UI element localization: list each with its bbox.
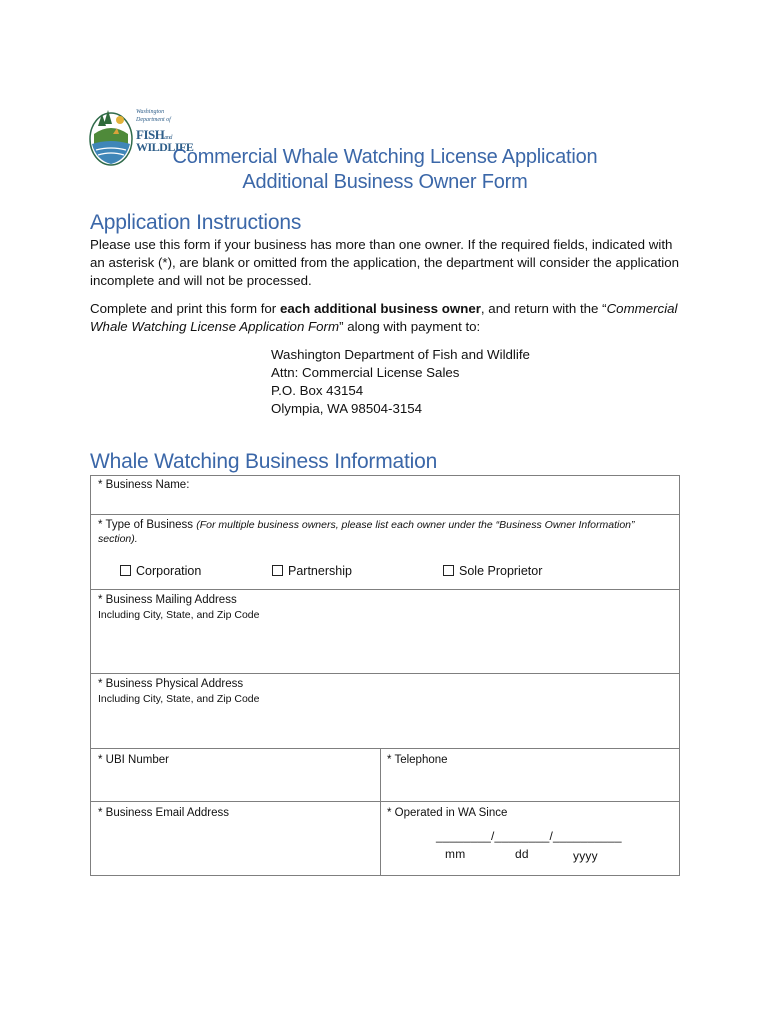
instructions-paragraph-2: Complete and print this form for each additional business owner, and return with the “Commercial Whale Watching License Application Form” along with payment to: xyxy=(90,301,678,334)
telephone-label: * Telephone xyxy=(387,754,448,766)
date-dd-label: dd xyxy=(515,847,529,861)
business-email-label: * Business Email Address xyxy=(98,807,230,819)
physical-address-label: * Business Physical Address xyxy=(98,678,244,690)
date-yyyy-label: yyyy xyxy=(573,849,598,863)
address-line: Washington Department of Fish and Wildlife xyxy=(271,347,530,362)
physical-address-row[interactable] xyxy=(91,673,679,749)
logo-line-4: WILDLIFE xyxy=(136,140,194,154)
instructions-paragraph-1: Please use this form if your business has more than one owner. If the required fields, indicated with an asterisk (*), are blank or omitted from the application, the department will consider the application incomplete and will not be processed. xyxy=(90,237,680,288)
checkbox-icon xyxy=(443,565,454,576)
business-name-label: * Business Name: xyxy=(98,479,190,491)
sole-proprietor-checkbox[interactable]: Sole Proprietor xyxy=(443,564,542,578)
business-email-field[interactable] xyxy=(91,801,380,875)
mailing-address-block xyxy=(271,346,530,418)
address-line: Attn: Commercial License Sales xyxy=(271,365,460,380)
logo-line-2: Department of xyxy=(136,117,171,123)
ubi-number-field[interactable] xyxy=(91,748,380,801)
checkbox-icon xyxy=(120,565,131,576)
instructions-heading: Application Instructions xyxy=(90,211,302,234)
operated-since-date-field[interactable]: ________/________/__________ xyxy=(436,829,622,843)
type-of-business-label: * Type of Business (For multiple business owners, please list each owner under the “Business Owner Information” section). xyxy=(98,519,635,545)
type-of-business-row xyxy=(91,514,679,595)
partnership-checkbox[interactable]: Partnership xyxy=(272,564,352,578)
mailing-address-label: * Business Mailing Address xyxy=(98,594,237,606)
address-line: P.O. Box 43154 xyxy=(271,383,364,398)
checkbox-icon xyxy=(272,565,283,576)
operated-since-label: * Operated in WA Since xyxy=(387,807,508,819)
telephone-field[interactable] xyxy=(381,748,679,801)
logo-line-3: FISHand xyxy=(136,127,172,142)
business-name-field[interactable] xyxy=(91,492,679,512)
mailing-address-row[interactable] xyxy=(91,589,679,674)
business-info-heading: Whale Watching Business Information xyxy=(90,450,438,473)
corporation-checkbox[interactable]: Corporation xyxy=(120,564,201,578)
page-title: Commercial Whale Watching License Application xyxy=(172,146,598,168)
date-mm-label: mm xyxy=(445,847,466,861)
physical-address-sub: Including City, State, and Zip Code xyxy=(98,693,260,705)
business-info-form xyxy=(90,475,680,876)
address-line: Olympia, WA 98504-3154 xyxy=(271,401,423,416)
page-subtitle: Additional Business Owner Form xyxy=(242,171,528,193)
ubi-number-label: * UBI Number xyxy=(98,754,169,766)
logo-line-1: Washington xyxy=(136,109,165,115)
mailing-address-sub: Including City, State, and Zip Code xyxy=(98,609,260,621)
